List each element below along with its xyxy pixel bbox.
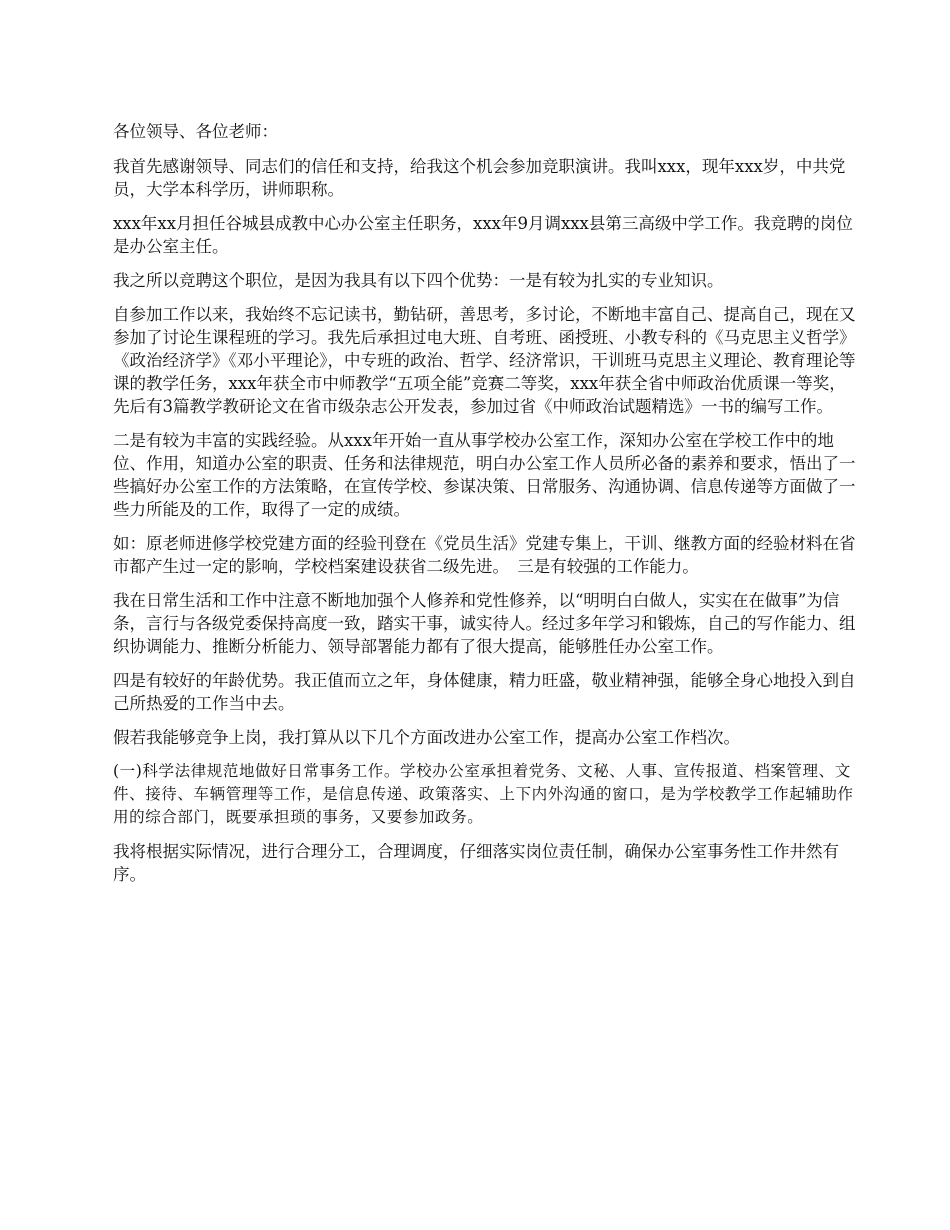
paragraph-improvement-plan: 假若我能够竞争上岗，我打算从以下几个方面改进办公室工作，提高办公室工作档次。 — [113, 728, 740, 747]
greeting: 各位领导、各位老师： — [113, 122, 278, 141]
paragraph-division-of-labor: 我将根据实际情况，进行合理分工，合理调度，仔细落实岗位责任制，确保办公室事务性工作井然有序。 — [113, 842, 839, 884]
paragraph-advantages-intro: 我之所以竞聘这个职位，是因为我具有以下四个优势：一是有较为扎实的专业知识。 — [113, 271, 724, 290]
document-body — [113, 120, 858, 897]
paragraph-introduction: 我首先感谢领导、同志们的信任和支持，给我这个机会参加竞职演讲。我叫xxx，现年xxx岁，中共党员，大学本科学历，讲师职称。 — [113, 157, 846, 199]
paragraph-age-advantage: 四是有较好的年龄优势。我正值而立之年，身体健康，精力旺盛，敬业精神强，能够全身心地投入到自己所热爱的工作当中去。 — [113, 671, 856, 713]
paragraph-achievements: 如：原老师进修学校党建方面的经验刊登在《党员生活》党建专集上，干训、继教方面的经验材料在省市都产生过一定的影响，学校档案建设获省二级先进。 三是有较强的工作能力。 — [113, 534, 856, 576]
paragraph-practical-experience: 二是有较为丰富的实践经验。从xxx年开始一直从事学校办公室工作，深知办公室在学校工作中的地位、作用，知道办公室的职责、任务和法律规范，明白办公室工作人员所必备的素养和要求，悟出了一些搞好办公室工作的方法策略，在宣传学校、参谋决策、日常服务、沟通协调、信息传递等方面做了一些力所能及的工作，取得了一定的成绩。 — [113, 431, 856, 519]
paragraph-professional-knowledge: 自参加工作以来，我始终不忘记读书，勤钻研，善思考，多讨论，不断地丰富自己、提高自己，现在又参加了讨论生课程班的学习。我先后承担过电大班、自考班、函授班、小教专科的《马克思主义哲学》《政治经济学》《邓小平理论》，中专班的政治、哲学、经济常识，干训班马克思主义理论、教育理论等课的教学任务，xxx年获全市中师教学“五项全能”竞赛二等奖，xxx年获全省中师政治优质课一等奖，先后有3篇教学教研论文在省市级杂志公开发表，参加过省《中师政治试题精选》一书的编写工作。 — [113, 305, 856, 416]
paragraph-work-ability: 我在日常生活和工作中注意不断地加强个人修养和党性修养，以“明明白白做人，实实在在做事”为信条，言行与各级党委保持高度一致，踏实干事，诚实待人。经过多年学习和锻炼，自己的写作能力、组织协调能力、推断分析能力、领导部署能力都有了很大提高，能够胜任办公室工作。 — [113, 591, 856, 656]
paragraph-work-history: xxx年xx月担任谷城县成教中心办公室主任职务，xxx年9月调xxx县第三高级中学工作。我竞聘的岗位是办公室主任。 — [113, 214, 853, 256]
paragraph-daily-affairs: (一)科学法律规范地做好日常事务工作。学校办公室承担着党务、文秘、人事、宣传报道、档案管理、文件、接待、车辆管理等工作，是信息传递、政策落实、上下内外沟通的窗口，是为学校教学工作起辅助作用的综合部门，既要承担琐的事务，又要参加政务。 — [113, 762, 854, 826]
